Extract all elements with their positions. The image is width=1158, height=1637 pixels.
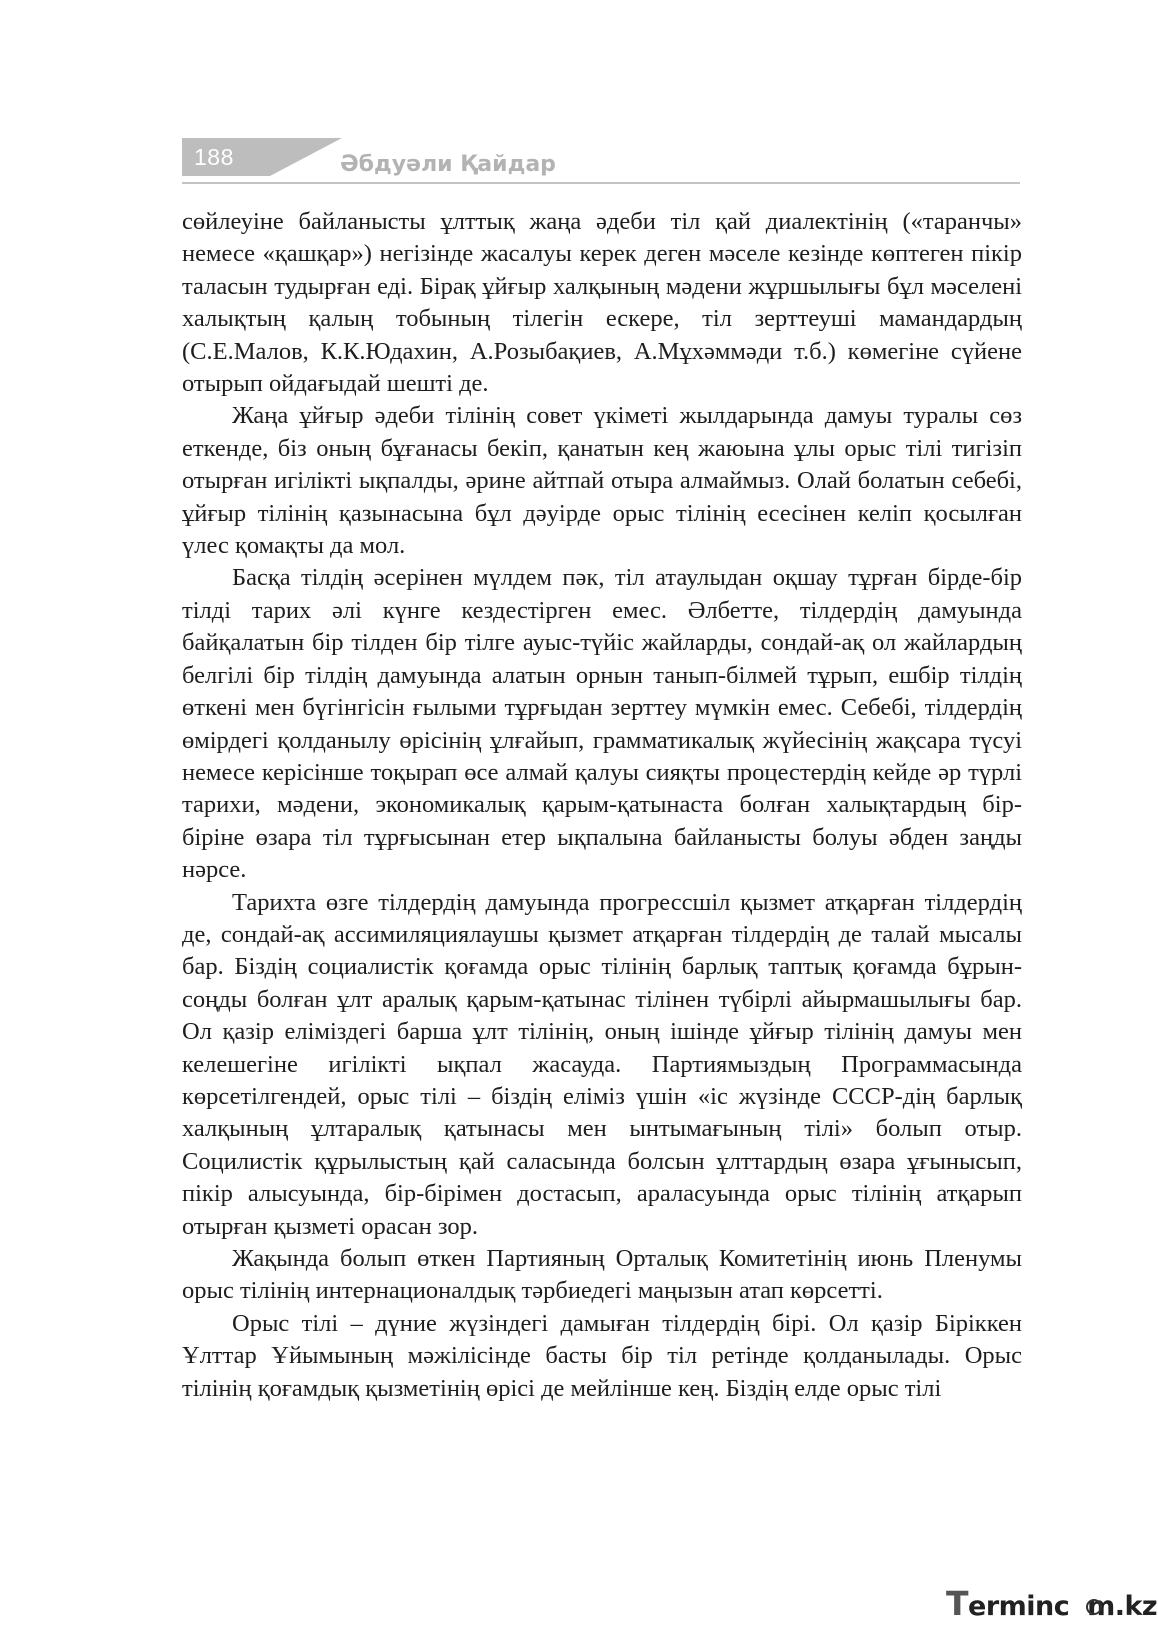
paragraph: сөйлеуіне байланысты ұлттық жаңа әдеби тіл қай диалектінің («таранчы» немесе «қашқар») негізінде жасалуы керек деген мәселе кезінде көптеген пікір таласын тудырған еді. Бірақ ұйғыр халқының мәдени жұршылығы бұл мәселені халықтың қалың тобының тілегін ескере, тіл зерттеуші мамандардың (С.Е.Малов, К.К.Юдахин, А.Розыбақиев, А.Мұхәммәди т.б.) көмегіне сүйене отырып ойдағыдай шешті де. (182, 208, 1022, 398)
paragraph: Жақында болып өткен Партияның Орталық Комитетінің июнь Пленумы орыс тілінің интернационалдық тәрбиедегі маңызын атап көрсетті. (182, 1245, 1022, 1305)
paragraph: Тарихта өзге тілдердің дамуында прогрессшіл қызмет атқарған тілдердің де, сондай-ақ ассимиляциялаушы қызмет атқарған тілдердің де талай мысалы бар. Біздің социалистік қоғамда орыс тілінің барлық таптық қоғамда бұрын-соңды болған ұлт аралық қарым-қатынас тілінен түбірлі айырмашылығы бар. Ол қазір еліміздегі барша ұлт тілінің, оның ішінде ұйғыр тілінің дамуы мен келешегіне игілікті ықпал жасауда. Партиямыздың Программасында көрсетілгендей, орыс тілі – біздің еліміз үшін «іс жүзінде СССР-дің барлық халқының ұлтаралық қатынасы мен ынтымағының тілі» болып отыр. Социлистік құрылыстың қай саласында болсын ұлттардың өзара ұғынысып, пікір алысуында, бір-бірімен достасып, араласуында орыс тілінің атқарып отырған қызметі орасан зор. (182, 888, 1022, 1240)
paragraph: Орыс тілі – дүние жүзіндегі дамыған тілдердің бірі. Ол қазір Біріккен Ұлттар Ұйымының мәжілісінде басты бір тіл ретінде қолданылады. Орыс тілінің қоғамдық қызметінің өрісі де мейлінше кең. Біздің елде орыс тілі (182, 1309, 1022, 1402)
watermark-tail: m.kz (1087, 1591, 1158, 1622)
magnifier-icon (1086, 1599, 1102, 1615)
body-text (182, 206, 1022, 1405)
paragraph: Басқа тілдің әсерінен мүлдем пәк, тіл атаулыдан оқшау тұрған бірде-бір тілді тарих әлі күнге кездестірген емес. Әлбетте, тілдердің дамуында байқалатын бір тілден бір тілге ауыс-түйіс жайларды, сондай-ақ ол жайлардың белгілі бір тілдің дамуында алатын орнын танып-білмей тұрып, ешбір тілдің өткені мен бүгінгісін ғылыми тұрғыдан зерттеу мүмкін емес. Себебі, тілдердің өмірдегі қолданылу өрісінің ұлғайып, грамматикалық жүйесінің жақсара түсуі немесе керісінше тоқырап өсе алмай қалуы сияқты процестердің кейде әр түрлі тарихи, мәдени, экономикалық қарым-қатынаста болған халықтардың бір-біріне өзара тіл тұрғысынан етер ықпалына байланысты болуы әбден заңды нәрсе. (182, 564, 1022, 884)
watermark-o-gap (1069, 1591, 1087, 1622)
watermark-logo (946, 1584, 1157, 1623)
page-number-tab-wedge (270, 138, 342, 176)
running-head-author: Әбдуәли Қайдар (340, 152, 556, 177)
header-rule (182, 182, 1020, 184)
paragraph: Жаңа ұйғыр әдеби тілінің совет үкіметі жылдарында дамуы туралы сөз еткенде, біз оның бұғанасы бекіп, қанатын кең жаюына ұлы орыс тілі тигізіп отырған игілікті ықпалды, әрине айтпай отыра алмаймыз. Олай болатын себебі, ұйғыр тілінің қазынасына бұл дәуірде орыс тілінің есесінен келіп қосылған үлес қомақты да мол. (182, 402, 1022, 560)
page-number-tab (182, 138, 270, 176)
page-number: 188 (194, 144, 234, 170)
page-header (182, 138, 1020, 188)
watermark-text: erminc (968, 1591, 1070, 1622)
watermark-first-letter: T (946, 1584, 969, 1623)
